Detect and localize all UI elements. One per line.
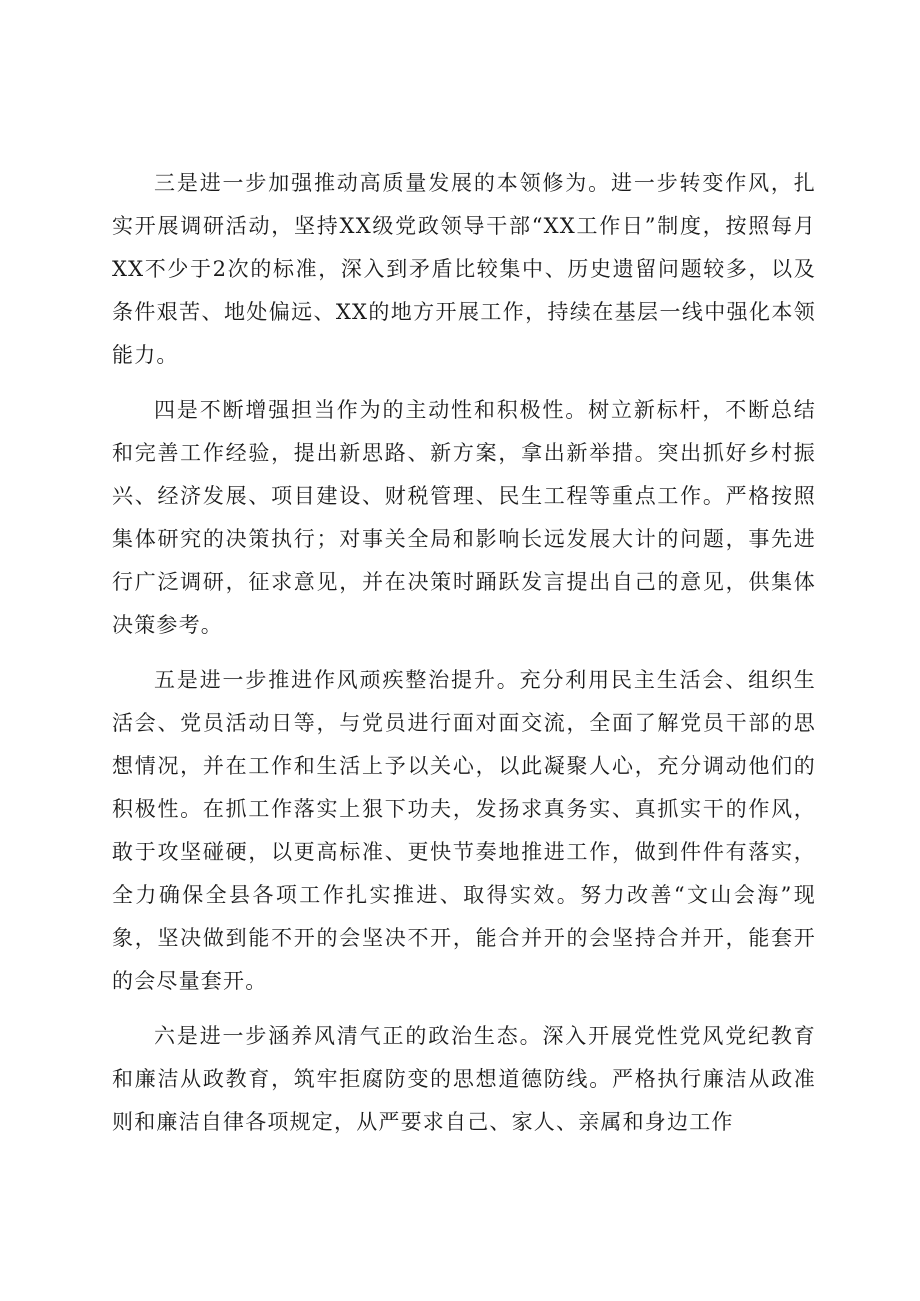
document-body	[112, 162, 816, 1156]
paragraph-6: 六是进一步涵养风清气正的政治生态。深入开展党性党风党纪教育和廉洁从政教育，筑牢拒腐防变的思想道德防线。严格执行廉洁从政准则和廉洁自律各项规定，从严要求自己、家人、亲属和身边工作	[112, 1024, 816, 1134]
paragraph-4: 四是不断增强担当作为的主动性和积极性。树立新标杆，不断总结和完善工作经验，提出新思路、新方案，拿出新举措。突出抓好乡村振兴、经济发展、项目建设、财税管理、民生工程等重点工作。严格按照集体研究的决策执行；对事关全局和影响长远发展大计的问题，事先进行广泛调研，征求意见，并在决策时踊跃发言提出自己的意见，供集体决策参考。	[112, 398, 816, 637]
paragraph-5: 五是进一步推进作风顽疾整治提升。充分利用民主生活会、组织生活会、党员活动日等，与党员进行面对面交流，全面了解党员干部的思想情况，并在工作和生活上予以关心，以此凝聚人心，充分调动他们的积极性。在抓工作落实上狠下功夫，发扬求真务实、真抓实干的作风，敢于攻坚碰硬，以更高标准、更快节奏地推进工作，做到件件有落实，全力确保全县各项工作扎实推进、取得实效。努力改善“文山会海”现象，坚决做到能不开的会坚决不开，能合并开的会坚持合并开，能套开的会尽量套开。	[112, 668, 816, 993]
paragraph-3: 三是进一步加强推动高质量发展的本领修为。进一步转变作风，扎实开展调研活动，坚持XX级党政领导干部“XX工作日”制度，按照每月XX不少于2次的标准，深入到矛盾比较集中、历史遗留问题较多，以及条件艰苦、地处偏远、XX的地方开展工作，持续在基层一线中强化本领能力。	[112, 171, 816, 367]
